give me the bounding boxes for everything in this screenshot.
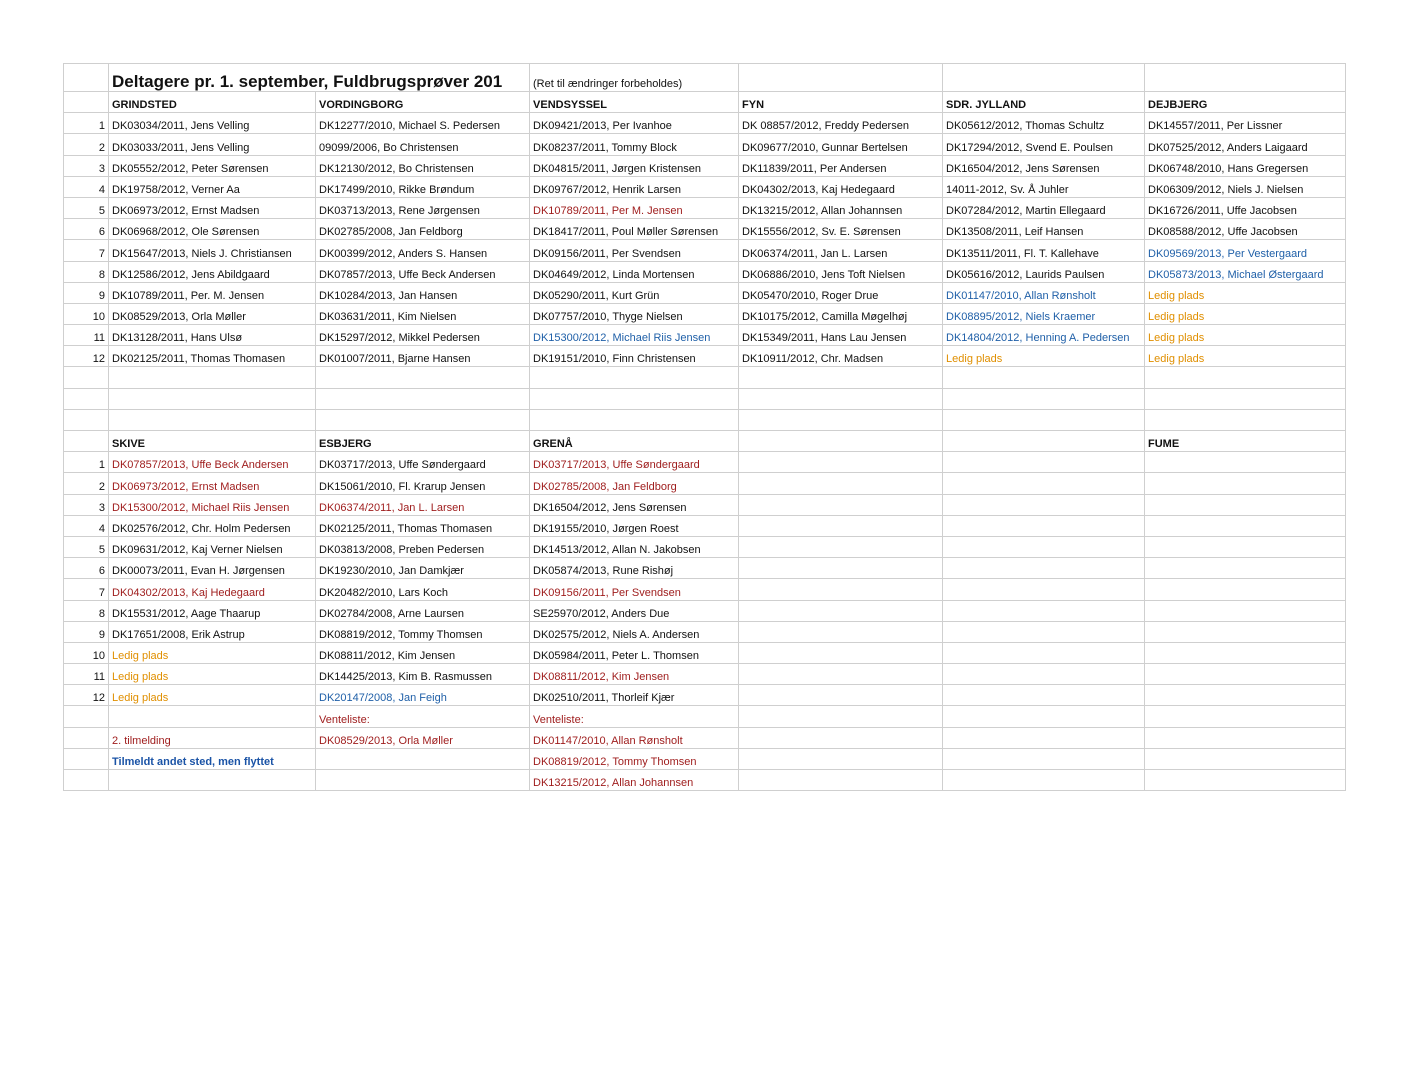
row-number: 9 [64, 282, 109, 303]
empty-cell [64, 748, 109, 769]
empty-cell [943, 770, 1145, 791]
participant-cell: DK06374/2011, Jan L. Larsen [316, 494, 530, 515]
participant-cell: DK03034/2011, Jens Velling [109, 113, 316, 134]
waitlist-row [64, 770, 1346, 791]
table-row [64, 494, 1346, 515]
empty-cell [739, 664, 943, 685]
empty-cell [1145, 494, 1346, 515]
empty-cell [943, 409, 1145, 430]
row-number: 7 [64, 579, 109, 600]
participant-cell: DK10789/2011, Per M. Jensen [530, 197, 739, 218]
participant-cell: DK02576/2012, Chr. Holm Pedersen [109, 515, 316, 536]
participant-cell: DK09767/2012, Henrik Larsen [530, 176, 739, 197]
empty-cell [943, 579, 1145, 600]
column-header [943, 431, 1145, 452]
empty-cell [739, 621, 943, 642]
empty-cell [109, 367, 316, 388]
row-number: 6 [64, 558, 109, 579]
empty-cell [1145, 727, 1346, 748]
row-number: 4 [64, 515, 109, 536]
participant-cell: DK02575/2012, Niels A. Andersen [530, 621, 739, 642]
participant-cell: DK06748/2010, Hans Gregersen [1145, 155, 1346, 176]
column-header [739, 431, 943, 452]
empty-cell [1145, 388, 1346, 409]
empty-cell [1145, 685, 1346, 706]
column-header: SDR. JYLLAND [943, 92, 1145, 113]
column-header: ESBJERG [316, 431, 530, 452]
waitlist-label-row [64, 706, 1346, 727]
participant-cell: DK10175/2012, Camilla Møgelhøj [739, 303, 943, 324]
empty-cell [943, 642, 1145, 663]
empty-cell [739, 558, 943, 579]
participant-cell: DK14557/2011, Per Lissner [1145, 113, 1346, 134]
participant-cell: DK15061/2010, Fl. Krarup Jensen [316, 473, 530, 494]
column-header: DEJBJERG [1145, 92, 1346, 113]
row-number: 10 [64, 642, 109, 663]
empty-cell [109, 409, 316, 430]
row-number: 12 [64, 346, 109, 367]
empty-cell [1145, 642, 1346, 663]
empty-cell [530, 367, 739, 388]
participant-cell: DK10789/2011, Per. M. Jensen [109, 282, 316, 303]
participant-cell: DK08529/2013, Orla Møller [109, 303, 316, 324]
column-header: GRENÅ [530, 431, 739, 452]
participant-cell: DK 08857/2012, Freddy Pedersen [739, 113, 943, 134]
participant-cell: DK09677/2010, Gunnar Bertelsen [739, 134, 943, 155]
table-row [64, 303, 1346, 324]
empty-cell [1145, 367, 1346, 388]
empty-cell [64, 367, 109, 388]
participant-cell: DK14425/2013, Kim B. Rasmussen [316, 664, 530, 685]
table-row [64, 642, 1346, 663]
participant-cell: DK20147/2008, Jan Feigh [316, 685, 530, 706]
row-number: 11 [64, 325, 109, 346]
waitlist-entry [316, 748, 530, 769]
table-row [64, 685, 1346, 706]
participant-cell: DK02125/2011, Thomas Thomasen [109, 346, 316, 367]
empty-cell [943, 494, 1145, 515]
empty-cell [1145, 64, 1346, 92]
participant-cell: DK16726/2011, Uffe Jacobsen [1145, 197, 1346, 218]
empty-cell [1145, 748, 1346, 769]
participant-cell: DK15300/2012, Michael Riis Jensen [530, 325, 739, 346]
header-row [64, 92, 1346, 113]
empty-cell [64, 727, 109, 748]
participant-cell: DK07284/2012, Martin Ellegaard [943, 197, 1145, 218]
table-row [64, 600, 1346, 621]
participant-cell: DK12130/2012, Bo Christensen [316, 155, 530, 176]
row-number: 6 [64, 219, 109, 240]
empty-row [64, 367, 1346, 388]
empty-cell [1145, 473, 1346, 494]
participant-cell: DK02785/2008, Jan Feldborg [316, 219, 530, 240]
waitlist-label: Venteliste: [316, 706, 530, 727]
table-row [64, 134, 1346, 155]
participant-cell: DK13128/2011, Hans Ulsø [109, 325, 316, 346]
empty-cell [943, 685, 1145, 706]
participant-cell: DK15297/2012, Mikkel Pedersen [316, 325, 530, 346]
participant-cell: DK15556/2012, Sv. E. Sørensen [739, 219, 943, 240]
participant-cell: DK04815/2011, Jørgen Kristensen [530, 155, 739, 176]
table-row [64, 473, 1346, 494]
empty-cell [1145, 558, 1346, 579]
table-row [64, 579, 1346, 600]
row-number: 7 [64, 240, 109, 261]
table-row [64, 219, 1346, 240]
empty-cell [943, 473, 1145, 494]
waitlist-entry [316, 770, 530, 791]
participant-cell: DK15647/2013, Niels J. Christiansen [109, 240, 316, 261]
participant-cell: DK08811/2012, Kim Jensen [316, 642, 530, 663]
table-row [64, 197, 1346, 218]
participant-cell: 14011-2012, Sv. Å Juhler [943, 176, 1145, 197]
participant-cell: DK06973/2012, Ernst Madsen [109, 197, 316, 218]
participant-cell: DK05612/2012, Thomas Schultz [943, 113, 1145, 134]
row-number: 12 [64, 685, 109, 706]
participant-cell: DK05290/2011, Kurt Grün [530, 282, 739, 303]
participant-cell: DK02125/2011, Thomas Thomasen [316, 515, 530, 536]
empty-cell [943, 664, 1145, 685]
table-row [64, 240, 1346, 261]
participant-cell: DK09421/2013, Per Ivanhoe [530, 113, 739, 134]
participant-cell: DK15349/2011, Hans Lau Jensen [739, 325, 943, 346]
legend-label: Tilmeldt andet sted, men flyttet [109, 748, 316, 769]
participant-cell: DK06886/2010, Jens Toft Nielsen [739, 261, 943, 282]
empty-cell [943, 621, 1145, 642]
empty-cell [64, 409, 109, 430]
empty-cell [1145, 536, 1346, 557]
participant-cell: DK07757/2010, Thyge Nielsen [530, 303, 739, 324]
participant-cell: DK15531/2012, Aage Thaarup [109, 600, 316, 621]
participant-cell: 09099/2006, Bo Christensen [316, 134, 530, 155]
table-row [64, 261, 1346, 282]
participant-cell: DK19230/2010, Jan Damkjær [316, 558, 530, 579]
row-number: 8 [64, 600, 109, 621]
participant-cell: Ledig plads [109, 642, 316, 663]
participant-cell: DK00073/2011, Evan H. Jørgensen [109, 558, 316, 579]
participant-cell: DK20482/2010, Lars Koch [316, 579, 530, 600]
participant-cell: DK04302/2013, Kaj Hedegaard [109, 579, 316, 600]
participant-cell: DK02510/2011, Thorleif Kjær [530, 685, 739, 706]
participant-cell: DK01007/2011, Bjarne Hansen [316, 346, 530, 367]
waitlist-entry: DK08529/2013, Orla Møller [316, 727, 530, 748]
participant-cell: Ledig plads [1145, 303, 1346, 324]
participant-cell: DK03631/2011, Kim Nielsen [316, 303, 530, 324]
empty-cell [943, 452, 1145, 473]
participant-cell: DK19758/2012, Verner Aa [109, 176, 316, 197]
participant-cell: DK06374/2011, Jan L. Larsen [739, 240, 943, 261]
participant-cell: DK12586/2012, Jens Abildgaard [109, 261, 316, 282]
table-row [64, 536, 1346, 557]
empty-cell [530, 388, 739, 409]
empty-cell [739, 706, 943, 727]
table-row [64, 664, 1346, 685]
participant-cell: DK17651/2008, Erik Astrup [109, 621, 316, 642]
participant-cell: DK16504/2012, Jens Sørensen [530, 494, 739, 515]
participant-cell: Ledig plads [943, 346, 1145, 367]
legend-label: 2. tilmelding [109, 727, 316, 748]
participant-cell: DK05873/2013, Michael Østergaard [1145, 261, 1346, 282]
table-row [64, 282, 1346, 303]
row-number: 3 [64, 155, 109, 176]
participant-cell: DK01147/2010, Allan Rønsholt [943, 282, 1145, 303]
empty-cell [1145, 621, 1346, 642]
empty-cell [1145, 770, 1346, 791]
participant-cell: DK03713/2013, Rene Jørgensen [316, 197, 530, 218]
empty-cell [316, 409, 530, 430]
empty-cell [64, 770, 109, 791]
empty-cell [739, 579, 943, 600]
participant-cell: DK05470/2010, Roger Drue [739, 282, 943, 303]
empty-cell [530, 409, 739, 430]
row-number: 4 [64, 176, 109, 197]
note-cell [530, 64, 739, 92]
row-number: 9 [64, 621, 109, 642]
participant-cell: DK02785/2008, Jan Feldborg [530, 473, 739, 494]
table-row [64, 155, 1346, 176]
participant-cell: DK17499/2010, Rikke Brøndum [316, 176, 530, 197]
table-row [64, 176, 1346, 197]
empty-cell [739, 748, 943, 769]
empty-cell [316, 388, 530, 409]
participant-cell: DK14804/2012, Henning A. Pedersen [943, 325, 1145, 346]
participant-cell: DK06309/2012, Niels J. Nielsen [1145, 176, 1346, 197]
waitlist-entry: DK01147/2010, Allan Rønsholt [530, 727, 739, 748]
row-number: 5 [64, 536, 109, 557]
participant-cell: DK13508/2011, Leif Hansen [943, 219, 1145, 240]
participant-cell: DK13511/2011, Fl. T. Kallehave [943, 240, 1145, 261]
empty-cell [1145, 452, 1346, 473]
empty-cell [739, 685, 943, 706]
participant-cell: DK12277/2010, Michael S. Pedersen [316, 113, 530, 134]
note-text: (Ret til ændringer forbeholdes) [533, 78, 683, 90]
waitlist-entry: DK08819/2012, Tommy Thomsen [530, 748, 739, 769]
empty-cell [943, 706, 1145, 727]
participant-cell: DK03033/2011, Jens Velling [109, 134, 316, 155]
empty-cell [739, 494, 943, 515]
column-header: SKIVE [109, 431, 316, 452]
participant-cell: DK07857/2013, Uffe Beck Andersen [316, 261, 530, 282]
empty-cell [739, 388, 943, 409]
empty-cell [943, 748, 1145, 769]
table-row [64, 113, 1346, 134]
row-number: 10 [64, 303, 109, 324]
empty-cell [943, 536, 1145, 557]
empty-cell [739, 367, 943, 388]
participant-cell: DK09569/2013, Per Vestergaard [1145, 240, 1346, 261]
row-number: 3 [64, 494, 109, 515]
empty-cell [943, 367, 1145, 388]
empty-cell [1145, 706, 1346, 727]
empty-cell [943, 64, 1145, 92]
participant-cell: Ledig plads [1145, 282, 1346, 303]
waitlist-row [64, 748, 1346, 769]
column-header: VORDINGBORG [316, 92, 530, 113]
empty-cell [1145, 664, 1346, 685]
participant-cell: DK05984/2011, Peter L. Thomsen [530, 642, 739, 663]
empty-cell [739, 600, 943, 621]
table-row [64, 558, 1346, 579]
participant-cell: Ledig plads [1145, 325, 1346, 346]
participant-cell: DK06973/2012, Ernst Madsen [109, 473, 316, 494]
empty-cell [943, 727, 1145, 748]
participant-cell: DK08237/2011, Tommy Block [530, 134, 739, 155]
page-title [109, 64, 530, 92]
empty-cell [739, 452, 943, 473]
participant-cell: DK08895/2012, Niels Kraemer [943, 303, 1145, 324]
header-row [64, 431, 1346, 452]
row-number: 5 [64, 197, 109, 218]
empty-cell [1145, 579, 1346, 600]
empty-cell [943, 388, 1145, 409]
participant-cell: DK19155/2010, Jørgen Roest [530, 515, 739, 536]
participant-cell: DK13215/2012, Allan Johannsen [739, 197, 943, 218]
empty-cell [943, 515, 1145, 536]
participant-cell: DK05616/2012, Laurids Paulsen [943, 261, 1145, 282]
participant-cell: DK08819/2012, Tommy Thomsen [316, 621, 530, 642]
row-number: 1 [64, 452, 109, 473]
participant-cell: Ledig plads [1145, 346, 1346, 367]
waitlist-row [64, 727, 1346, 748]
empty-row [64, 388, 1346, 409]
column-header: VENDSYSSEL [530, 92, 739, 113]
empty-cell [739, 409, 943, 430]
participant-cell: DK19151/2010, Finn Christensen [530, 346, 739, 367]
empty-cell [64, 388, 109, 409]
participant-cell: DK04302/2013, Kaj Hedegaard [739, 176, 943, 197]
empty-cell [739, 64, 943, 92]
corner-cell [64, 64, 109, 92]
empty-cell [316, 367, 530, 388]
participant-cell: DK09156/2011, Per Svendsen [530, 240, 739, 261]
column-header: GRINDSTED [109, 92, 316, 113]
empty-cell [739, 536, 943, 557]
participant-cell: Ledig plads [109, 685, 316, 706]
empty-cell [109, 706, 316, 727]
participant-cell: DK18417/2011, Poul Møller Sørensen [530, 219, 739, 240]
title-text: Deltagere pr. 1. september, Fuldbrugsprøver 201 [112, 72, 503, 91]
empty-cell [943, 600, 1145, 621]
participant-cell: DK00399/2012, Anders S. Hansen [316, 240, 530, 261]
table-row [64, 346, 1346, 367]
empty-cell [1145, 515, 1346, 536]
participant-cell: DK07525/2012, Anders Laigaard [1145, 134, 1346, 155]
row-number: 2 [64, 134, 109, 155]
participant-cell: DK10284/2013, Jan Hansen [316, 282, 530, 303]
row-number-cell [64, 92, 109, 113]
participant-cell: DK10911/2012, Chr. Madsen [739, 346, 943, 367]
participant-cell: DK05874/2013, Rune Rishøj [530, 558, 739, 579]
participant-cell: DK04649/2012, Linda Mortensen [530, 261, 739, 282]
participant-cell: DK08811/2012, Kim Jensen [530, 664, 739, 685]
participant-cell: DK06968/2012, Ole Sørensen [109, 219, 316, 240]
participants-sheet [63, 63, 1346, 791]
waitlist-entry: DK13215/2012, Allan Johannsen [530, 770, 739, 791]
row-number-cell [64, 431, 109, 452]
empty-cell [739, 727, 943, 748]
participant-cell: DK11839/2011, Per Andersen [739, 155, 943, 176]
empty-cell [739, 770, 943, 791]
participant-cell: DK16504/2012, Jens Sørensen [943, 155, 1145, 176]
row-number: 11 [64, 664, 109, 685]
participant-cell: DK09156/2011, Per Svendsen [530, 579, 739, 600]
participant-cell: DK03717/2013, Uffe Søndergaard [316, 452, 530, 473]
empty-cell [64, 706, 109, 727]
row-number: 8 [64, 261, 109, 282]
empty-cell [739, 515, 943, 536]
participant-cell: DK15300/2012, Michael Riis Jensen [109, 494, 316, 515]
column-header: FYN [739, 92, 943, 113]
participant-cell: DK08588/2012, Uffe Jacobsen [1145, 219, 1346, 240]
empty-cell [739, 473, 943, 494]
waitlist-label: Venteliste: [530, 706, 739, 727]
table-row [64, 325, 1346, 346]
participant-cell: DK05552/2012, Peter Sørensen [109, 155, 316, 176]
participant-cell: DK09631/2012, Kaj Verner Nielsen [109, 536, 316, 557]
participant-cell: DK03717/2013, Uffe Søndergaard [530, 452, 739, 473]
participant-cell: SE25970/2012, Anders Due [530, 600, 739, 621]
empty-cell [739, 642, 943, 663]
participant-cell: DK14513/2012, Allan N. Jakobsen [530, 536, 739, 557]
table-row [64, 515, 1346, 536]
legend-label [109, 770, 316, 791]
row-number: 2 [64, 473, 109, 494]
empty-row [64, 409, 1346, 430]
participant-cell: DK02784/2008, Arne Laursen [316, 600, 530, 621]
empty-cell [943, 558, 1145, 579]
empty-cell [109, 388, 316, 409]
column-header: FUME [1145, 431, 1346, 452]
table-row [64, 621, 1346, 642]
table-row [64, 452, 1346, 473]
empty-cell [1145, 409, 1346, 430]
participant-cell: DK03813/2008, Preben Pedersen [316, 536, 530, 557]
empty-cell [1145, 600, 1346, 621]
row-number: 1 [64, 113, 109, 134]
participant-cell: Ledig plads [109, 664, 316, 685]
participant-cell: DK07857/2013, Uffe Beck Andersen [109, 452, 316, 473]
participant-cell: DK17294/2012, Svend E. Poulsen [943, 134, 1145, 155]
